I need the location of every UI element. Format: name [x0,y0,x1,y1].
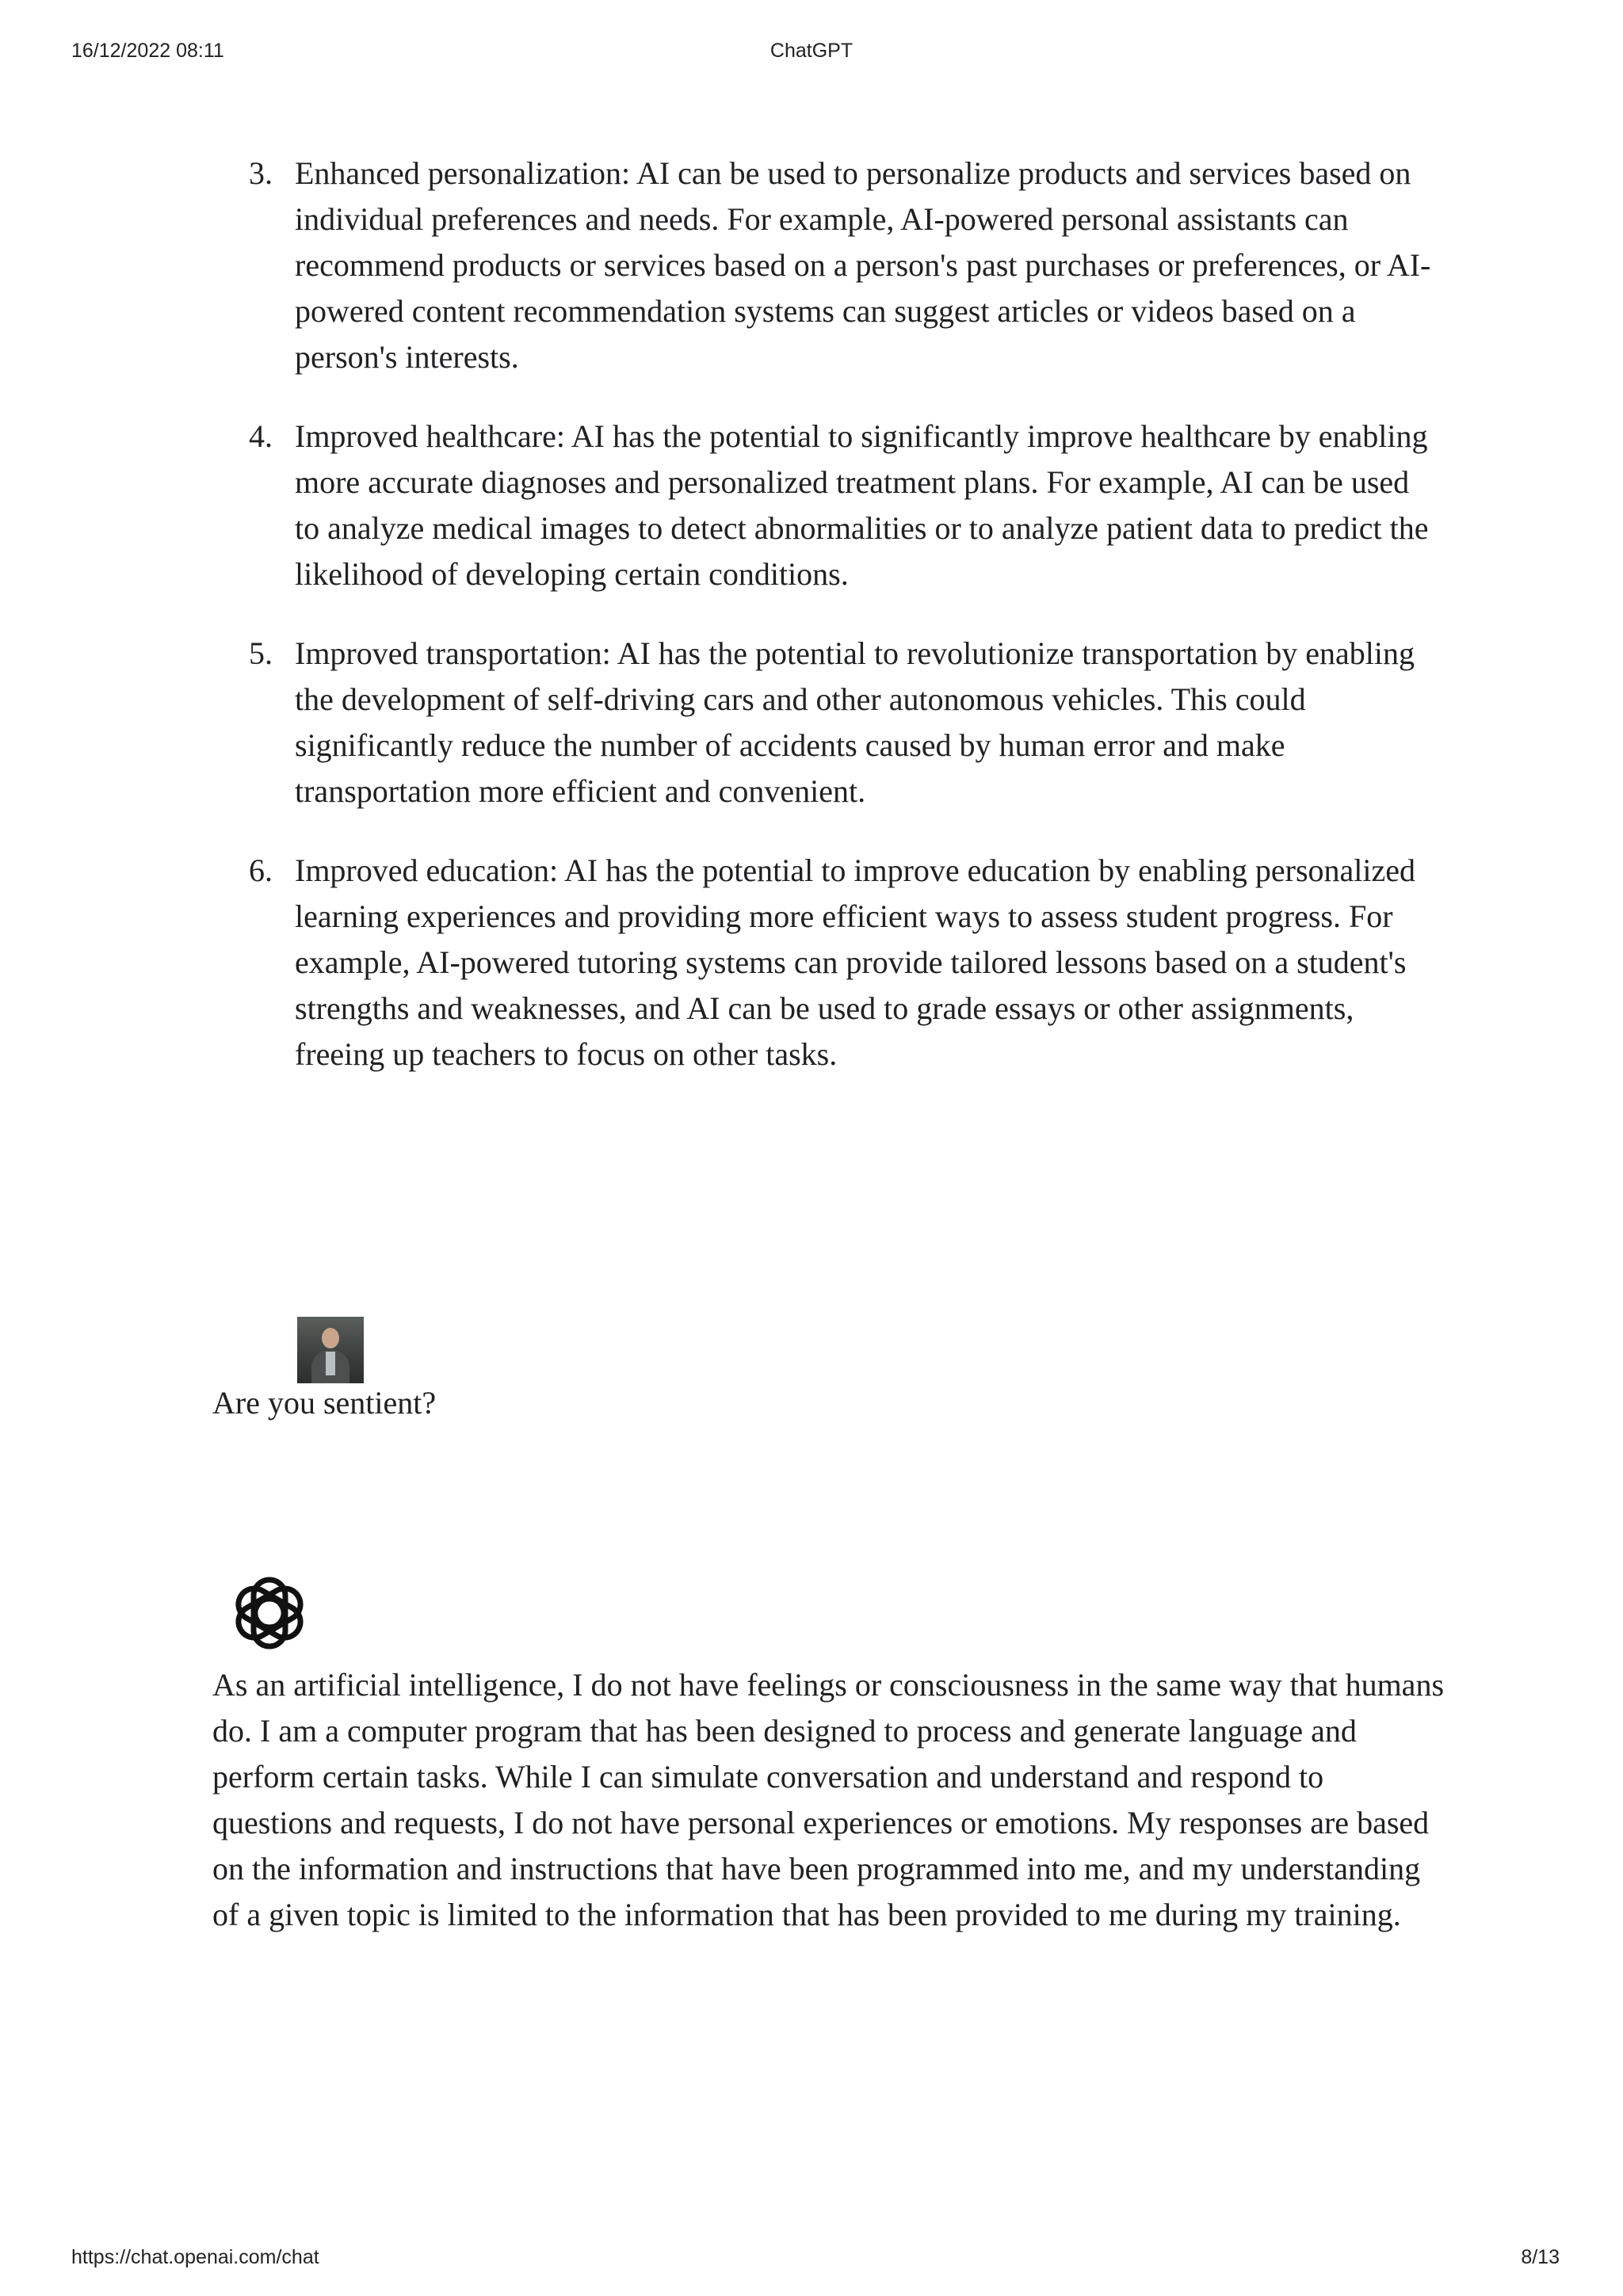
avatar-figure-head [322,1328,339,1348]
list-item-number: 6. [249,852,273,888]
list-item-number: 5. [249,635,273,671]
list-item-number: 3. [249,155,273,191]
list-item-text: Enhanced personalization: AI can be used to personalize products and services based on individual preferences and needs. For example, AI-powered personal assistants can recommend products or services based on a person's past purchases or preferences, or AI-powered content recommendation systems can suggest articles or videos based on a person's interests. [295,155,1431,375]
list-item-number: 4. [249,418,273,454]
avatar-figure-shirt [326,1352,335,1375]
assistant-list-response [212,151,1441,1111]
print-title: ChatGPT [769,40,854,62]
list-item [249,848,1441,1077]
print-header [0,40,1623,68]
assistant-message: As an artificial intelligence, I do not have feelings or consciousness in the same way that humans do. I am a computer program that has been designed to process and generate language and perform certain tasks. While I can simulate conversation and understand and respond to questions and requests, I do not have personal experiences or emotions. My responses are based on the information and instructions that have been programmed into me, and my understanding of a given topic is limited to the information that has been provided to me during my training. [212,1667,1445,1932]
user-avatar-icon [297,1317,364,1383]
list-item [249,414,1441,597]
list-item-text: Improved healthcare: AI has the potential to significantly improve healthcare by enabling more accurate diagnoses and personalized treatment plans. For example, AI can be used to analyze medical images to detect abnormalities or to analyze patient data to predict the likelihood of developing certain conditions. [295,418,1429,592]
benefits-list [212,151,1441,1077]
print-url: https://chat.openai.com/chat [71,2246,319,2268]
openai-logo-icon [225,1569,314,1657]
list-item [249,631,1441,814]
list-item [249,151,1441,380]
print-footer [0,2246,1623,2275]
list-item-text: Improved education: AI has the potential to improve education by enabling personalized learning experiences and providing more efficient ways to assess student progress. For example, AI-powered tutoring systems can provide tailored lessons based on a student's strengths and weaknesses, and AI can be used to grade essays or other assignments, freeing up teachers to focus on other tasks. [295,852,1416,1072]
user-message: Are you sentient? [212,1385,437,1421]
print-page-number: 8/13 [1521,2246,1560,2268]
print-datetime: 16/12/2022 08:11 [71,40,224,62]
list-item-text: Improved transportation: AI has the potential to revolutionize transportation by enabling the development of self-driving cars and other autonomous vehicles. This could significantly reduce the number of accidents caused by human error and make transportation more efficient and convenient. [295,635,1415,809]
